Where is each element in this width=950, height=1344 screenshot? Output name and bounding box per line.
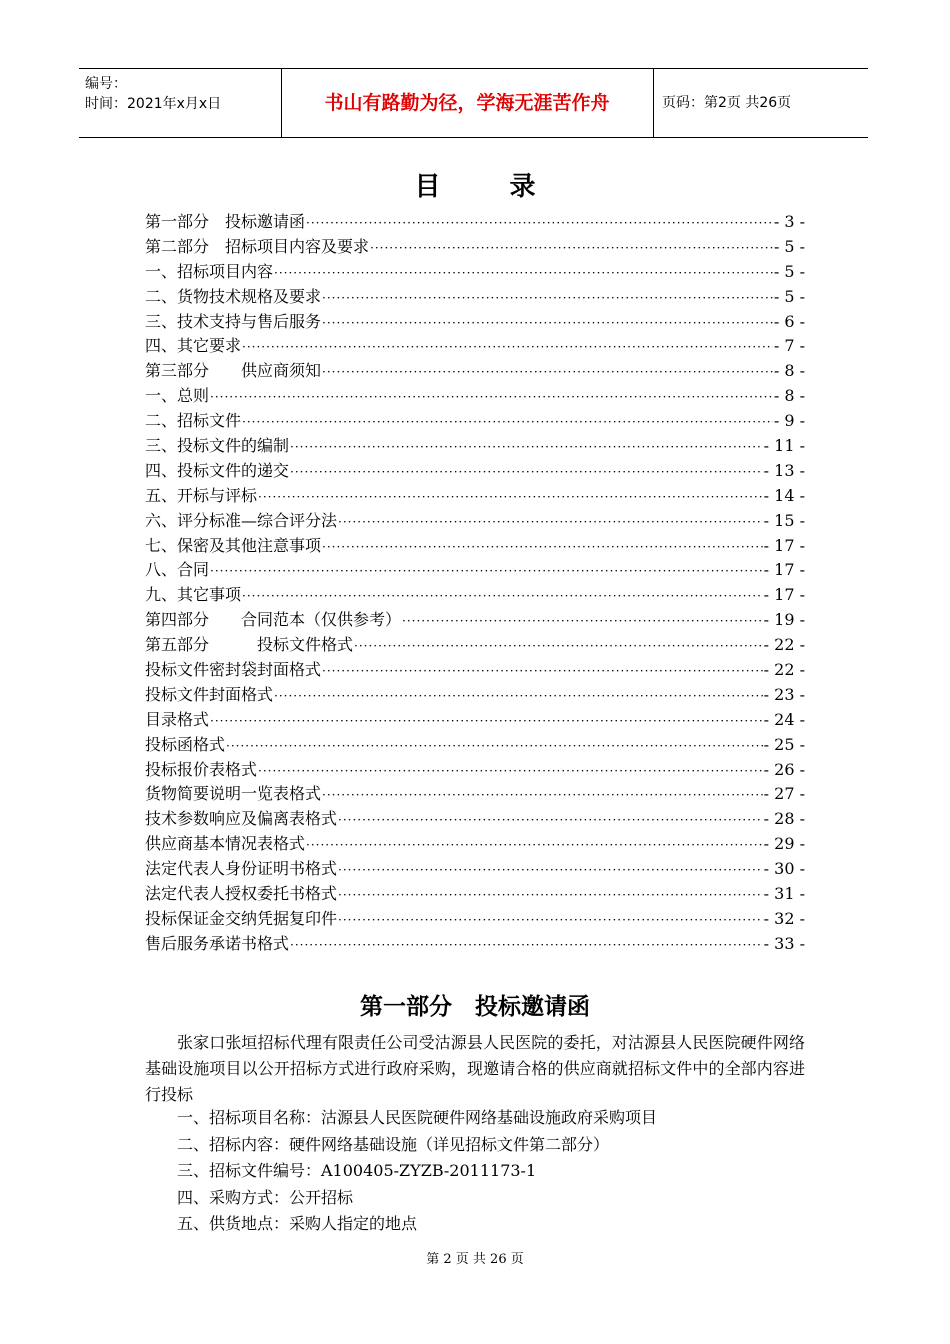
toc-entry-text: 投标报价表格式 [145,759,258,779]
toc-title: 目 录 [414,172,566,202]
toc-entry[interactable] [145,806,805,831]
toc-entry-page: - 28 - [763,809,805,829]
toc-entry-text: 三、投标文件的编制 [145,436,290,456]
toc-entry-page: - 25 - [763,734,805,754]
toc-entry-page: - 17 - [763,585,805,605]
toc-entry-text: 技术参数响应及偏离表格式 [145,809,338,829]
toc-entry[interactable] [145,582,805,607]
toc-entry-page: - 9 - [773,411,805,431]
toc-leader [370,237,773,253]
toc-entry[interactable] [145,508,805,533]
toc-entry[interactable] [145,259,805,284]
toc-entry-page: - 23 - [763,684,805,704]
page-header [79,68,868,138]
page-footer: 第 2 页 共 26 页 [426,1252,524,1267]
toc-entry-page: - 11 - [763,436,805,456]
toc-entry-page: - 15 - [763,510,805,530]
toc-entry-page: - 13 - [763,460,805,480]
toc-leader [322,660,763,676]
toc-entry-text: 目录格式 [145,709,210,729]
toc-entry-page: - 17 - [763,535,805,555]
toc-entry[interactable] [145,682,805,707]
toc-entry[interactable] [145,408,805,433]
section-item: 四、采购方式：公开招标 [177,1187,354,1207]
toc-entry-text: 二、招标文件 [145,411,242,431]
toc-entry-text: 一、招标项目内容 [145,261,274,281]
section-item: 二、招标内容：硬件网络基础设施（详见招标文件第二部分） [177,1134,610,1154]
toc-leader [210,386,773,402]
header-time: 时间：2021年x月x日 [85,96,222,112]
toc-entry[interactable] [145,757,805,782]
toc-leader [242,336,773,352]
toc-entry-page: - 19 - [763,610,805,630]
toc-entry[interactable] [145,632,805,657]
toc-entry[interactable] [145,234,805,259]
toc-entry-text: 售后服务承诺书格式 [145,933,290,953]
toc-entry[interactable] [145,458,805,483]
toc-entry-text: 投标文件密封袋封面格式 [145,660,322,680]
header-number: 编号： [85,76,127,92]
toc-leader [338,859,763,875]
toc-entry-text: 投标文件封面格式 [145,684,274,704]
section-items [145,1105,805,1238]
toc-entry[interactable] [145,707,805,732]
toc-entry[interactable] [145,831,805,856]
toc-entry-text: 六、评分标准—综合评分法 [145,510,338,530]
toc-entry-text: 第三部分 供应商须知 [145,361,322,381]
toc-entry[interactable] [145,309,805,334]
toc-entry-text: 四、投标文件的递交 [145,460,290,480]
toc-entry-page: - 27 - [763,784,805,804]
toc-entry-page: - 8 - [773,386,805,406]
toc-entry-page: - 22 - [763,660,805,680]
toc-leader [338,809,763,825]
toc-leader [354,635,763,651]
toc-entry-page: - 29 - [763,834,805,854]
toc-entry-text: 第二部分 招标项目内容及要求 [145,236,370,256]
toc-entry-page: - 31 - [763,884,805,904]
toc-entry-page: - 3 - [773,212,805,231]
toc-entry-page: - 5 - [773,236,805,256]
toc-entry-text: 第一部分 投标邀请函 [145,212,306,231]
toc-entry-text: 投标保证金交纳凭据复印件 [145,908,338,928]
toc-entry[interactable] [145,533,805,558]
toc-entry-page: - 24 - [763,709,805,729]
toc-leader [322,536,763,552]
toc-entry-text: 第五部分 投标文件格式 [145,635,354,655]
toc-entry-text: 供应商基本情况表格式 [145,834,306,854]
toc-entry-page: - 5 - [773,286,805,306]
toc-entry[interactable] [145,732,805,757]
toc-leader [402,610,763,626]
toc-leader [226,735,763,751]
toc-entry[interactable] [145,607,805,632]
toc-entry-text: 八、合同 [145,560,210,580]
toc-leader [290,436,763,452]
toc-leader [322,312,773,328]
toc-entry-text: 五、开标与评标 [145,485,258,505]
toc-entry[interactable] [145,931,805,956]
toc-entry[interactable] [145,781,805,806]
toc-entry-text: 货物简要说明一览表格式 [145,784,322,804]
toc-entry-text: 法定代表人授权委托书格式 [145,884,338,904]
toc-leader [338,884,763,900]
toc-leader [306,212,773,228]
toc-entry[interactable] [145,284,805,309]
toc-entry[interactable] [145,557,805,582]
toc-leader [290,934,763,950]
toc-leader [338,511,763,527]
header-motto: 书山有路勤为径，学海无涯苦作舟 [281,69,654,137]
toc-leader [338,909,763,925]
toc-leader [210,560,763,576]
toc-entry[interactable] [145,906,805,931]
section-title: 第一部分 投标邀请函 [360,994,590,1020]
toc-leader [306,834,763,850]
toc-entry-text: 七、保密及其他注意事项 [145,535,322,555]
header-meta-cell [79,69,282,137]
toc-leader [210,710,763,726]
toc-entry[interactable] [145,856,805,881]
table-of-contents [145,209,805,956]
toc-entry-text: 一、总则 [145,386,210,406]
toc-entry[interactable] [145,433,805,458]
toc-entry-text: 三、技术支持与售后服务 [145,311,322,331]
toc-leader [322,287,773,303]
toc-entry-page: - 5 - [773,261,805,281]
toc-entry-page: - 26 - [763,759,805,779]
toc-leader [290,461,763,477]
toc-entry-page: - 17 - [763,560,805,580]
toc-entry-page: - 22 - [763,635,805,655]
toc-entry[interactable] [145,209,805,234]
toc-entry-page: - 33 - [763,933,805,953]
toc-entry[interactable] [145,881,805,906]
toc-entry-text: 二、货物技术规格及要求 [145,286,322,306]
toc-entry-text: 四、其它要求 [145,336,242,356]
toc-leader [322,784,763,800]
section-item: 三、招标文件编号：A100405-ZYZB-2011173-1 [177,1161,537,1180]
toc-entry-page: - 14 - [763,485,805,505]
section-intro: 张家口张垣招标代理有限责任公司受沽源县人民医院的委托，对沽源县人民医院硬件网络基础设施项目以公开招标方式进行政府采购，现邀请合格的供应商就招标文件中的全部内容进行投标 [145,1033,805,1104]
toc-leader [258,486,763,502]
toc-entry-page: - 6 - [773,311,805,331]
toc-leader [242,585,763,601]
toc-entry[interactable] [145,358,805,383]
toc-entry[interactable] [145,333,805,358]
toc-leader [322,361,773,377]
section-item: 五、供货地点：采购人指定的地点 [177,1214,418,1233]
toc-entry-text: 法定代表人身份证明书格式 [145,859,338,879]
toc-entry-text: 第四部分 合同范本（仅供参考） [145,610,402,630]
toc-entry-page: - 30 - [763,859,805,879]
toc-entry-text: 九、其它事项 [145,585,242,605]
toc-leader [242,411,773,427]
toc-entry-page: - 32 - [763,908,805,928]
toc-entry[interactable] [145,483,805,508]
toc-entry[interactable] [145,657,805,682]
header-page-info: 页码：第2页 共26页 [662,95,792,111]
toc-entry[interactable] [145,383,805,408]
toc-entry-page: - 7 - [773,336,805,356]
toc-leader [258,760,763,776]
toc-leader [274,685,763,701]
section-item: 一、招标项目名称：沽源县人民医院硬件网络基础设施政府采购项目 [177,1108,658,1127]
toc-entry-page: - 8 - [773,361,805,381]
toc-entry-text: 投标函格式 [145,734,226,754]
toc-leader [274,262,773,278]
